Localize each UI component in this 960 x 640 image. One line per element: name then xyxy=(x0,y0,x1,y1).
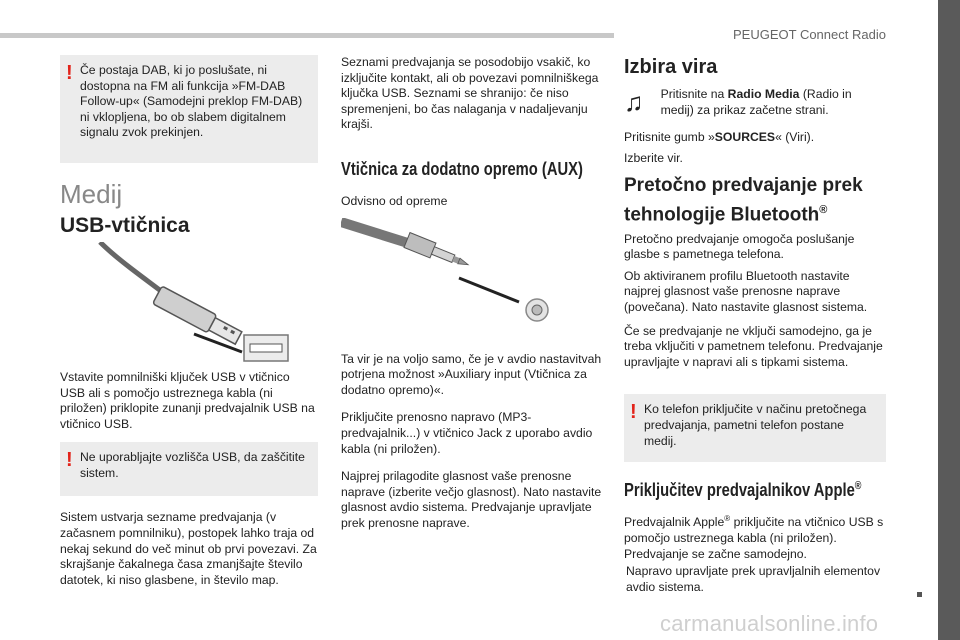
playlist-update-info: Seznami predvajanja se posodobijo vsakič, ko izključite kontakt, ali ob povezavi pomnilniškega ključka USB. Seznami se shranijo: če niso spremenjeni, bo čas nalaganja v nadaljevanju krajši. xyxy=(341,55,599,132)
page-marker xyxy=(917,592,922,597)
aux-connect: Priključite prenosno napravo (MP3-predvajalnik...) v vtičnico Jack z uporabo avdio kabla (ni priložen). xyxy=(341,410,593,456)
apple-instructions: Predvajalnik Apple® priključite na vtičnico USB s pomočjo ustreznega kabla (ni priložen). Predvajanje se začne samodejno. xyxy=(624,514,884,561)
warning-text: Ne uporabljajte vozlišča USB, da zaščitite sistem. xyxy=(80,450,305,480)
warning-text: Ko telefon priključite v načinu pretočnega predvajanja, pametni telefon postane medij. xyxy=(644,402,867,448)
playlist-info: Sistem ustvarja sezname predvajanja (v začasnem pomnilniku), postopek lahko traja od nekaj sekund do več minut ob prvi povezavi. Za skrajšanje čakalnega časa zmanjšajte število datotek, ki niso glasbene, in število map. xyxy=(60,510,317,587)
aux-heading: Vtičnica za dodatno opremo (AUX) xyxy=(341,158,583,179)
aux-availability: Ta vir je na voljo samo, če je v avdio nastavitvah potrjena možnost »Auxiliary input (Vtičnica za dodatno opremo)«. xyxy=(341,351,602,397)
watermark: carmanualsonline.info xyxy=(660,611,879,636)
sources-instruction: Pritisnite gumb »SOURCES« (Viri). xyxy=(624,130,815,145)
warning-icon: ! xyxy=(630,401,637,424)
page-header-title: PEUGEOT Connect Radio xyxy=(733,27,886,42)
apple-heading: Priključitev predvajalnikov Apple® xyxy=(624,480,862,501)
warning-text: Če postaja DAB, ki jo poslušate, ni dostopna na FM ali funkcija »FM-DAB Follow-up« (Samodejni preklop FM-DAB) ni vklopljena, bo ob slabem digitalnem signalu zvok prekinjen. xyxy=(80,63,303,140)
warning-icon: ! xyxy=(66,449,73,472)
warning-box-streaming xyxy=(624,394,886,462)
warning-box-usb-hub xyxy=(60,442,318,496)
usb-instructions: Vstavite pomnilniški ključek USB v vtičnico USB ali s pomočjo ustreznega kabla (ni priložen) priklopite zunanji predvajalnik USB na vtičnico USB. xyxy=(60,370,315,431)
radio-media-instruction: Pritisnite na Radio Media (Radio in medij) za prikaz začetne strani. xyxy=(660,87,852,117)
usb-heading: USB-vtičnica xyxy=(60,214,190,237)
warning-icon: ! xyxy=(66,62,73,84)
column-2 xyxy=(341,55,603,532)
radio-media-row xyxy=(624,87,886,118)
jack-plug-illustration xyxy=(341,218,603,338)
section-title: Medij xyxy=(60,179,123,209)
bluetooth-volume: Ob aktiviranem profilu Bluetooth nastavite najprej glasnost vaše prenosne naprave (povečana). Nato nastavite glasnost sistema. xyxy=(624,268,868,315)
aux-subtitle: Odvisno od opreme xyxy=(341,193,448,208)
column-1 xyxy=(60,55,318,588)
bluetooth-intro: Pretočno predvajanje omogoča poslušanje glasbe s pametnega telefona. xyxy=(624,231,855,262)
warning-box-dab xyxy=(60,55,318,163)
select-source-text: Izberite vir. xyxy=(624,150,683,165)
usb-plug-illustration xyxy=(60,242,318,362)
bluetooth-manual-start: Če se predvajanje ne vključi samodejno, ga je treba vključiti v pametnem telefonu. Predvajanje upravljajte v napravi ali s tipkami sistema. xyxy=(624,323,883,369)
apple-control-info: Napravo upravljate prek upravljalnih elementov avdio sistema. xyxy=(626,564,881,594)
source-selection-heading: Izbira vira xyxy=(624,56,718,78)
bluetooth-heading: Pretočno predvajanje prek tehnologije Bluetooth® xyxy=(624,175,863,226)
column-3 xyxy=(624,55,886,595)
side-tab xyxy=(938,0,960,640)
aux-volume: Najprej prilagodite glasnost vaše prenosne naprave (izberite večjo glasnost). Nato nastavite glasnost avdio sistema. Predvajanje upravljate prek prenosne naprave. xyxy=(341,469,602,530)
top-rule xyxy=(0,33,614,38)
music-note-icon: ♫ xyxy=(624,87,644,117)
